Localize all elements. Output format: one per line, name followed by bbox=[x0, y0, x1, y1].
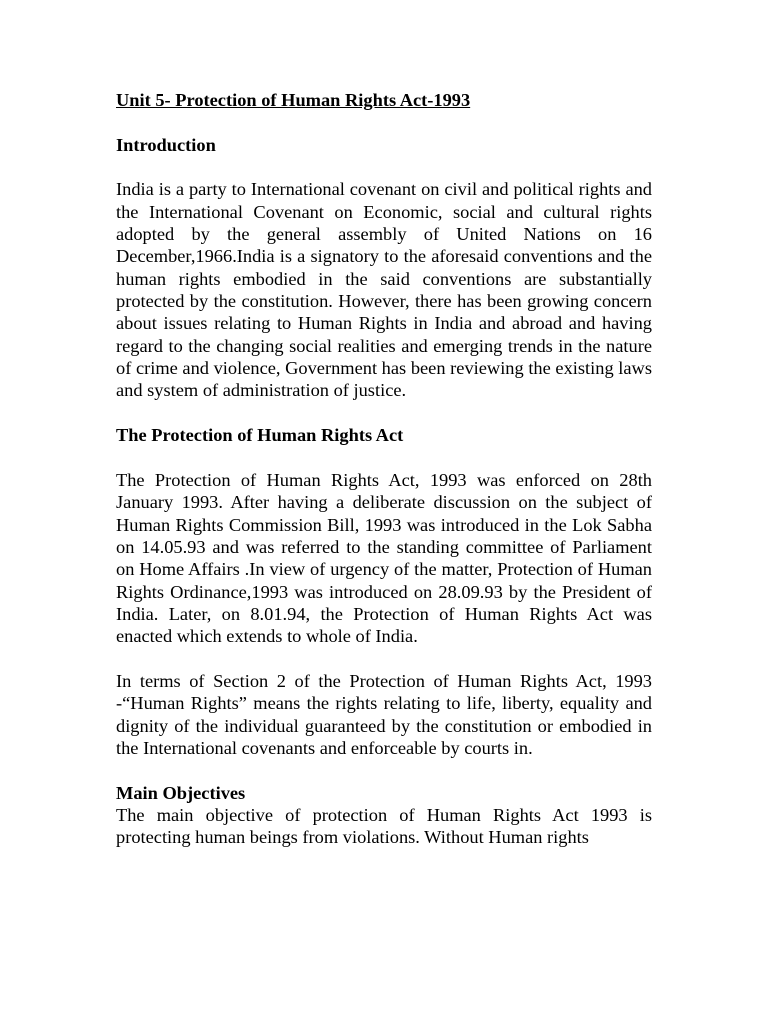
objectives-paragraph: The main objective of protection of Human Rights Act 1993 is protecting human beings from violations. Without Human rights bbox=[116, 805, 652, 848]
introduction-heading: Introduction bbox=[116, 134, 216, 155]
introduction-paragraph: India is a party to International covenant on civil and political rights and the International Covenant on Economic, social and cultural rights adopted by the general assembly of United Nations on 16 December,1966.India is a signatory to the aforesaid conventions and the human rights embodied in the said conventions are substantially protected by the constitution. However, there has been growing concern about issues relating to Human Rights in India and abroad and having regard to the changing social realities and emerging trends in the nature of crime and violence, Government has been reviewing the existing laws and system of administration of justice. bbox=[116, 179, 652, 401]
spacer bbox=[116, 402, 652, 424]
spacer bbox=[116, 447, 652, 469]
spacer bbox=[116, 648, 652, 670]
objectives-heading: Main Objectives bbox=[116, 782, 246, 803]
act-heading: The Protection of Human Rights Act bbox=[116, 425, 404, 446]
spacer bbox=[116, 156, 652, 178]
act-paragraph-2: In terms of Section 2 of the Protection of Human Rights Act, 1993 -“Human Rights” means the rights relating to life, liberty, equality and dignity of the individual guaranteed by the constitution or embodied in the International covenants and enforceable by courts in. bbox=[116, 670, 652, 758]
document-title: Unit 5- Protection of Human Rights Act-1993 bbox=[116, 90, 471, 110]
spacer bbox=[116, 111, 652, 133]
spacer bbox=[116, 759, 652, 781]
document-page bbox=[116, 89, 652, 849]
act-paragraph-1: The Protection of Human Rights Act, 1993 was enforced on 28th January 1993. After having a deliberate discussion on the subject of Human Rights Commission Bill, 1993 was introduced in the Lok Sabha on 14.05.93 and was referred to the standing committee of Parliament on Home Affairs .In view of urgency of the matter, Protection of Human Rights Ordinance,1993 was introduced on 28.09.93 by the President of India. Later, on 8.01.94, the Protection of Human Rights Act was enacted which extends to whole of India. bbox=[116, 469, 652, 647]
